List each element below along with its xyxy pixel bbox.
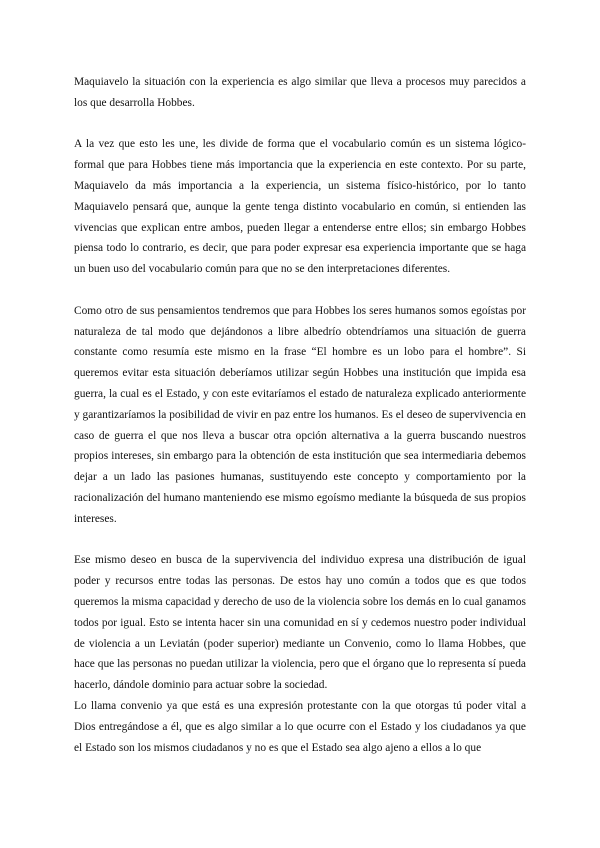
document-body	[74, 72, 526, 758]
paragraph-1: Maquiavelo la situación con la experiencia es algo similar que lleva a procesos muy parecidos a los que desarrolla Hobbes.	[74, 76, 526, 109]
paragraph-2: A la vez que esto les une, les divide de forma que el vocabulario común es un sistema lógico-formal que para Hobbes tiene más importancia que la experiencia en este contexto. Por su parte, Maquiavelo da más importancia a la experiencia, un sistema físico-histórico, por lo tanto Maquiavelo pensará que, aunque la gente tenga distinto vocabulario en común, si entienden las vivencias que explican entre ambos, pueden llegar a entenderse entre ellos; sin embargo Hobbes piensa todo lo contrario, es decir, que para poder expresar esa experiencia importante que se haga un buen uso del vocabulario común para que no se den interpretaciones diferentes.	[74, 138, 526, 276]
paragraph-5: Lo llama convenio ya que está es una expresión protestante con la que otorgas tú poder vital a Dios entregándose a él, que es algo similar a lo que ocurre con el Estado y los ciudadanos ya que el Estado son los mismos ciudadanos y no es que el Estado sea algo ajeno a ellos a lo que	[74, 699, 526, 754]
paragraph-4: Ese mismo deseo en busca de la supervivencia del individuo expresa una distribución de igual poder y recursos entre todas las personas. De estos hay uno común a todos que es que todos queremos la misma capacidad y derecho de uso de la violencia sobre los demás en lo cual ganamos todos por igual. Esto se intenta hacer sin una comunidad en sí y cedemos nuestro poder individual de violencia a un Leviatán (poder superior) mediante un Convenio, como lo llama Hobbes, que hace que las personas no puedan utilizar la violencia, pero que el órgano que lo representa sí pueda hacerlo, dándole dominio para actuar sobre la sociedad.	[74, 554, 526, 692]
paragraph-3: Como otro de sus pensamientos tendremos que para Hobbes los seres humanos somos egoístas por naturaleza de tal modo que dejándonos a libre albedrío obtendríamos una situación de guerra constante como resumía este mismo en la frase “El hombre es un lobo para el hombre”. Si queremos evitar esta situación deberíamos utilizar según Hobbes una institución que impida esa guerra, la cual es el Estado, y con este evitaríamos el estado de naturaleza explicado anteriormente y garantizaríamos la posibilidad de vivir en paz entre los humanos. Es el deseo de supervivencia en caso de guerra el que nos lleva a buscar otra opción alternativa a la guerra buscando nuestros propios intereses, sin embargo para la obtención de esta institución que sea intermediaria debemos dejar a un lado las pasiones humanas, sustituyendo este concepto y comportamiento por la racionalización del humano manteniendo ese mismo egoísmo mediante la búsqueda de sus propios intereses.	[74, 304, 526, 525]
